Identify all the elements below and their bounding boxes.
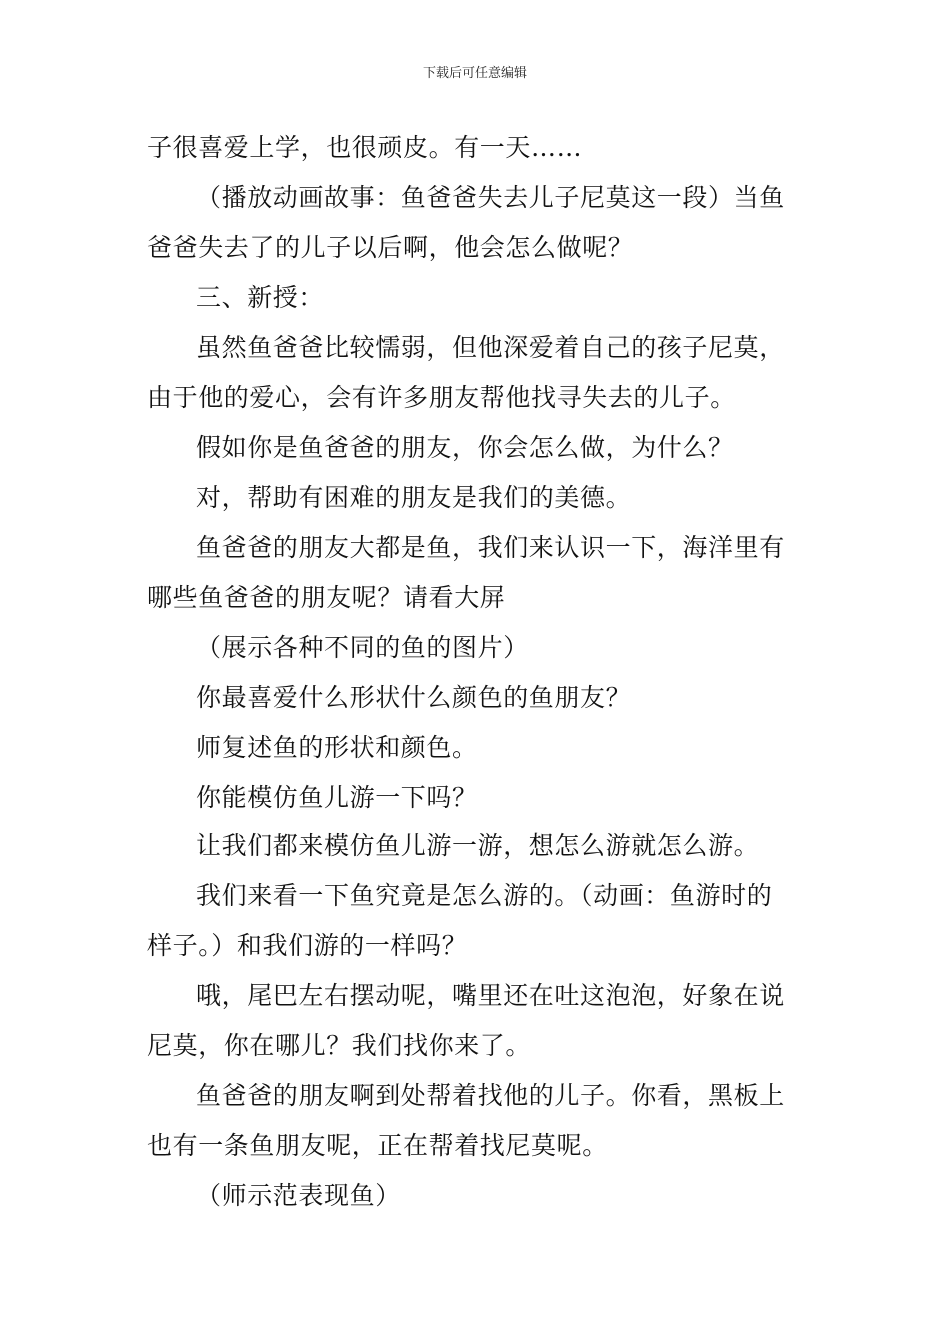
text-line: 你能模仿鱼儿游一下吗？ (196, 783, 478, 812)
text-line: （播放动画故事：鱼爸爸失去儿子尼莫这一段）当鱼 (196, 183, 785, 212)
page-header: 下载后可任意编辑 (422, 66, 527, 81)
text-line: 哦，尾巴左右摆动呢，嘴里还在吐这泡泡，好象在说 (196, 981, 785, 1010)
text-line: 鱼爸爸的朋友啊到处帮着找他的儿子。你看，黑板上 (196, 1081, 785, 1110)
text-line: 爸爸失去了的儿子以后啊，他会怎么做呢？ (147, 233, 634, 262)
text-line: 对，帮助有困难的朋友是我们的美德。 (196, 483, 632, 512)
text-line: 样子。）和我们游的一样吗？ (147, 931, 468, 960)
text-line: 尼莫，你在哪儿？我们找你来了。 (147, 1031, 532, 1060)
text-line: （展示各种不同的鱼的图片） (196, 633, 529, 662)
text-line: 哪些鱼爸爸的朋友呢？请看大屏 (147, 583, 506, 612)
section-heading: 三、新授： (196, 283, 325, 312)
text-line: 我们来看一下鱼究竟是怎么游的。（动画：鱼游时的 (196, 881, 773, 910)
text-line: 让我们都来模仿鱼儿游一游，想怎么游就怎么游。 (196, 831, 760, 860)
text-line: （师示范表现鱼） (196, 1181, 401, 1210)
text-line: 子很喜爱上学，也很顽皮。有一天…… (147, 133, 583, 162)
text-line: 虽然鱼爸爸比较懦弱，但他深爱着自己的孩子尼莫， (196, 333, 785, 362)
text-line: 由于他的爱心，会有许多朋友帮他找寻失去的儿子。 (147, 383, 736, 412)
text-line: 也有一条鱼朋友呢，正在帮着找尼莫呢。 (147, 1131, 608, 1160)
text-line: 鱼爸爸的朋友大都是鱼，我们来认识一下，海洋里有 (196, 533, 785, 562)
text-line: 你最喜爱什么形状什么颜色的鱼朋友？ (196, 683, 632, 712)
text-line: 师复述鱼的形状和颜色。 (196, 733, 478, 762)
text-line: 假如你是鱼爸爸的朋友，你会怎么做，为什么？ (196, 433, 734, 462)
